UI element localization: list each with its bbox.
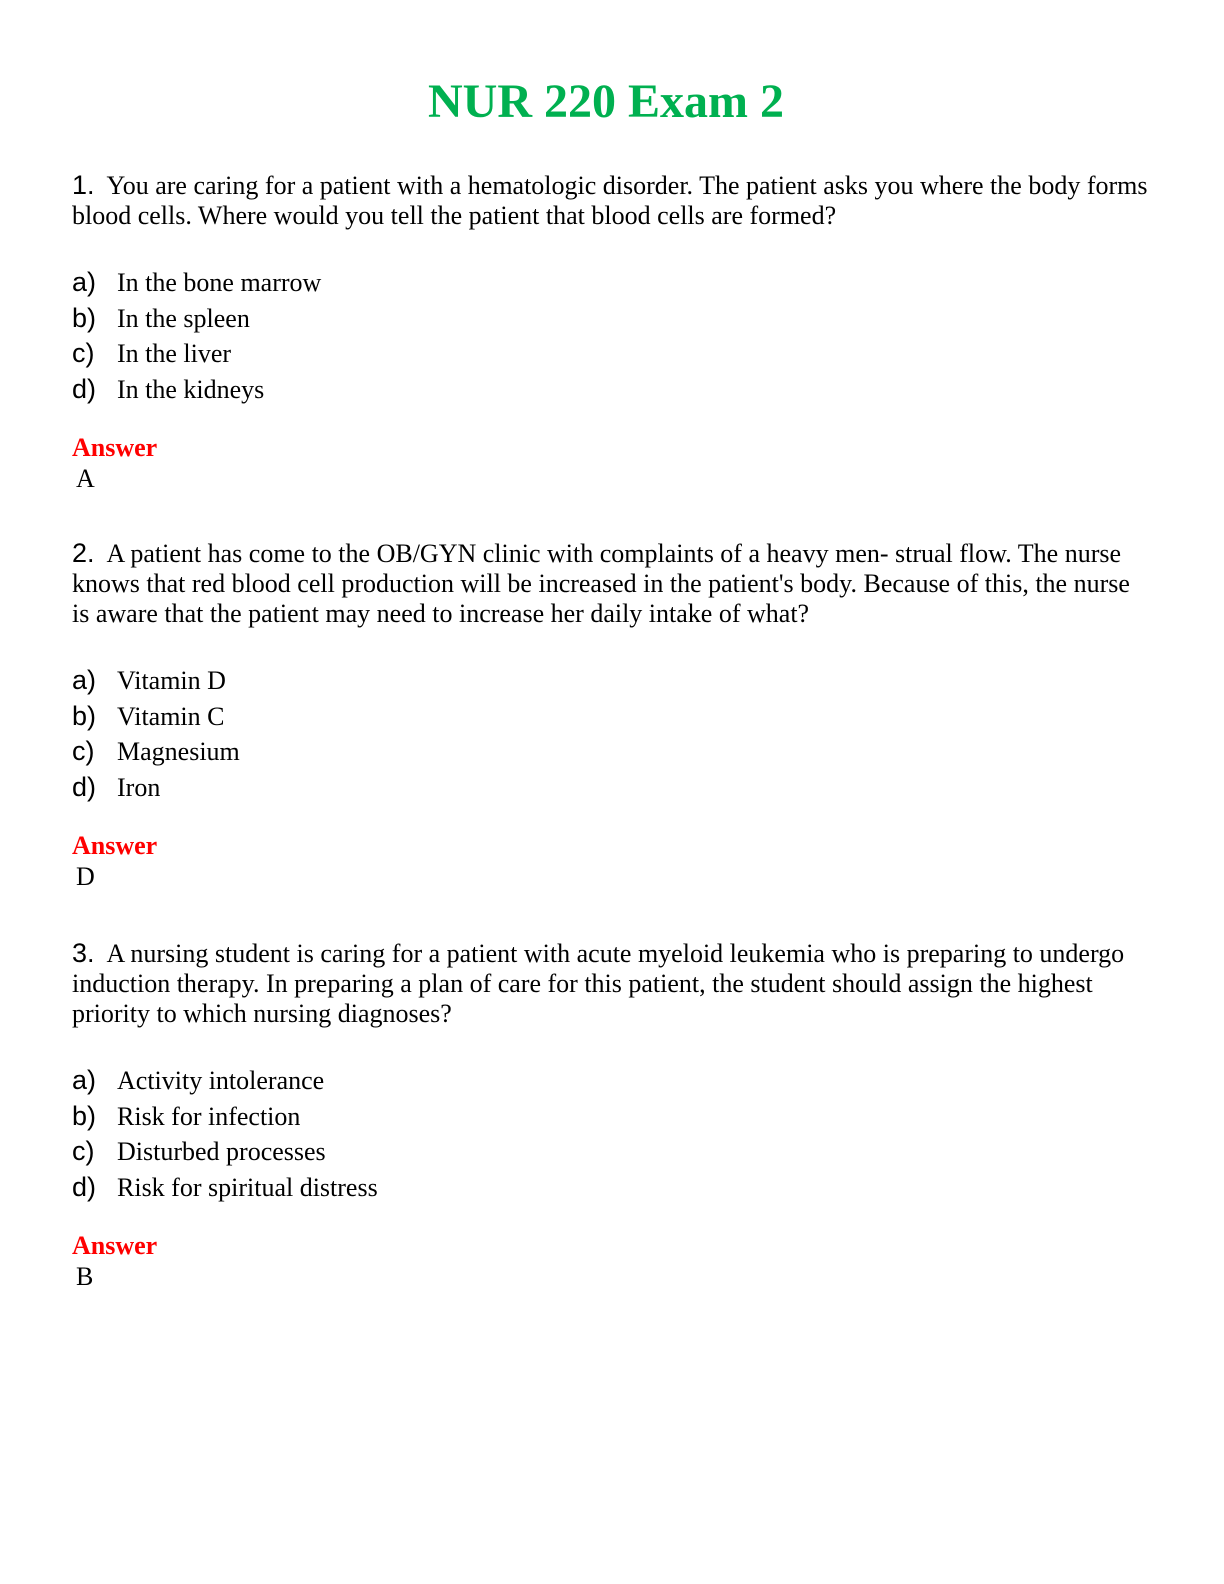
option-a: [72, 265, 1152, 301]
answer-label: Answer: [72, 831, 158, 860]
option-text: In the kidneys: [117, 374, 265, 404]
option-b: [72, 1099, 1152, 1135]
option-letter: a): [72, 1065, 97, 1095]
answer-block: [72, 1231, 1152, 1293]
answer-block: [72, 831, 1152, 893]
answer-label: Answer: [72, 1231, 158, 1260]
option-b: [72, 301, 1152, 337]
option-letter: b): [72, 302, 97, 333]
question-stem: [72, 938, 1152, 1029]
answer-value: D: [76, 862, 95, 891]
option-text: Activity intolerance: [117, 1066, 325, 1095]
option-text: Iron: [117, 772, 161, 802]
answer-value: B: [76, 1262, 94, 1291]
option-text: In the bone marrow: [117, 268, 322, 297]
question-number: 1.: [72, 170, 95, 200]
option-text: Risk for spiritual distress: [117, 1172, 378, 1202]
option-a: [72, 663, 1152, 699]
option-b: [72, 699, 1152, 735]
option-c: [72, 336, 1152, 372]
option-a: [72, 1063, 1152, 1099]
option-d: [72, 372, 1152, 408]
option-c: [72, 1134, 1152, 1170]
option-text: Disturbed processes: [117, 1137, 326, 1166]
option-list: [72, 663, 1152, 805]
option-letter: d): [72, 373, 97, 404]
option-text: Vitamin D: [117, 666, 226, 695]
option-d: [72, 1170, 1152, 1206]
option-letter: c): [72, 736, 95, 766]
question-number: 3.: [72, 938, 95, 968]
answer-label: Answer: [72, 433, 158, 462]
option-text: In the liver: [117, 339, 232, 368]
question-stem: [72, 538, 1152, 629]
option-letter: a): [72, 267, 97, 297]
answer-block: [72, 433, 1152, 495]
option-letter: b): [72, 700, 97, 731]
question-3: [72, 938, 1152, 1293]
option-d: [72, 770, 1152, 806]
option-letter: d): [72, 771, 97, 802]
question-text: A nursing student is caring for a patient with acute myeloid leukemia who is preparing to undergo induction therapy. In preparing a plan of care for this patient, the student should assign the highest priority to which nursing diagnoses?: [72, 939, 1125, 1028]
answer-value: A: [76, 464, 95, 493]
option-letter: c): [72, 1136, 95, 1166]
option-list: [72, 1063, 1152, 1205]
question-1: [72, 170, 1152, 495]
question-stem: [72, 170, 1152, 231]
option-list: [72, 265, 1152, 407]
option-text: Vitamin C: [117, 701, 225, 731]
option-letter: d): [72, 1171, 97, 1202]
option-c: [72, 734, 1152, 770]
option-letter: a): [72, 665, 97, 695]
question-number: 2.: [72, 538, 95, 568]
option-text: In the spleen: [117, 303, 250, 333]
question-text: You are caring for a patient with a hematologic disorder. The patient asks you where the body forms blood cells. Where would you tell the patient that blood cells are formed?: [72, 171, 1148, 230]
option-letter: b): [72, 1100, 97, 1131]
page-title: NUR 220 Exam 2: [428, 75, 784, 128]
question-text: A patient has come to the OB/GYN clinic with complaints of a heavy men- strual flow. The nurse knows that red blood cell production will be increased in the patient's body. Because of this, the nurse is aware that the patient may need to increase her daily intake of what?: [72, 539, 1130, 628]
option-text: Risk for infection: [117, 1101, 301, 1131]
option-text: Magnesium: [117, 737, 240, 766]
question-2: [72, 538, 1152, 893]
option-letter: c): [72, 338, 95, 368]
